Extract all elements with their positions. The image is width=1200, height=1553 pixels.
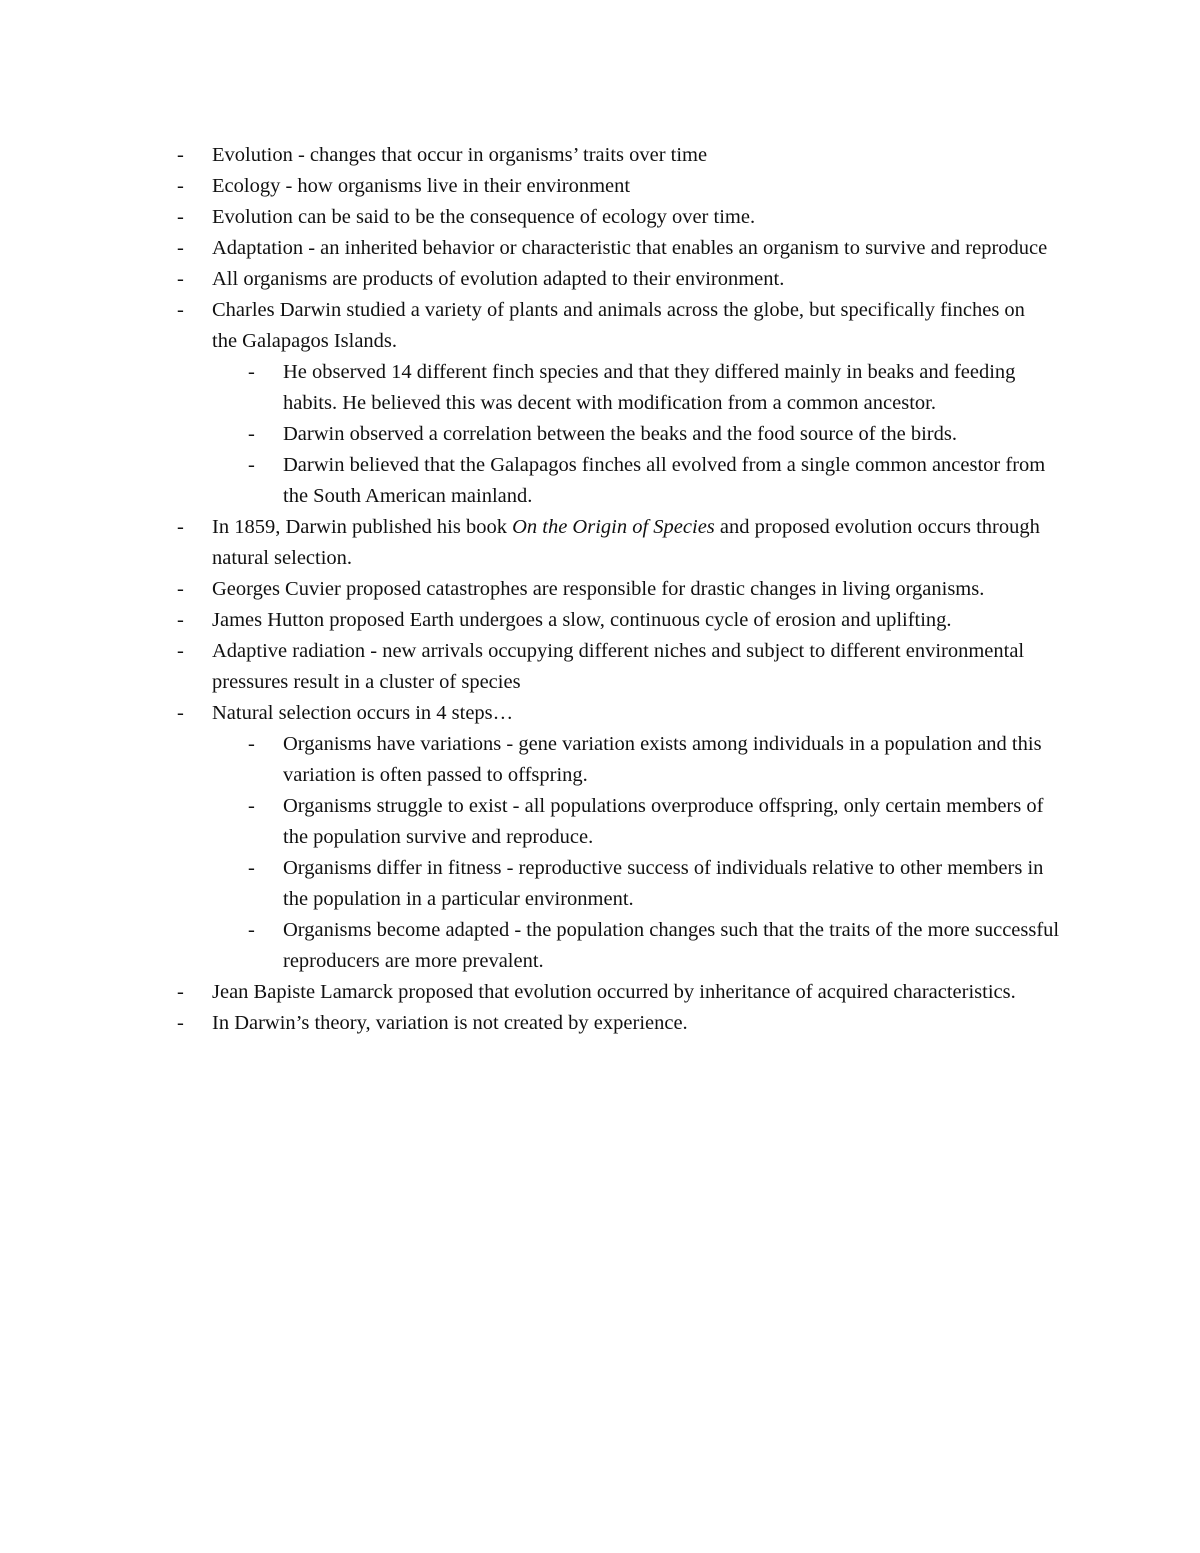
bullet-dash: - [248,423,255,445]
list-item [0,233,1052,264]
list-item [0,1008,1052,1039]
bullet-dash: - [248,454,255,476]
bullet-dash: - [177,268,184,290]
list-item-text: Evolution can be said to be the consequence of ecology over time. [212,206,756,228]
sub-list-item [0,419,1063,450]
bullet-dash: - [177,578,184,600]
list-item [0,295,1052,357]
list-item-text [212,516,1040,569]
list-item-text: All organisms are products of evolution adapted to their environment. [212,268,785,290]
list-item-text: Organisms struggle to exist - all populations overproduce offspring, only certain members of the population survive and reproduce. [283,795,1044,848]
list-item-text: Adaptation - an inherited behavior or characteristic that enables an organism to survive and reproduce [212,237,1048,259]
list-item-text: Ecology - how organisms live in their environment [212,175,631,197]
list-item-text-after: and proposed evolution occurs through natural selection. [212,516,1040,569]
book-title: On the Origin of Species [512,516,715,538]
list-item [0,171,1052,202]
list-item-text: Evolution - changes that occur in organisms’ traits over time [212,144,708,166]
list-item-text: Organisms have variations - gene variation exists among individuals in a population and this variation is often passed to offspring. [283,733,1042,786]
bullet-dash: - [248,919,255,941]
list-item-text: He observed 14 different finch species and that they differed mainly in beaks and feeding habits. He believed this was decent with modification from a common ancestor. [283,361,1016,414]
list-item [0,636,1052,698]
list-item-text: Charles Darwin studied a variety of plants and animals across the globe, but specifically finches on the Galapagos Islands. [212,299,1025,352]
list-item [0,264,1052,295]
list-item-text: Organisms differ in fitness - reproductive success of individuals relative to other members in the population in a particular environment. [283,857,1044,910]
bullet-dash: - [177,516,184,538]
bullet-dash: - [177,237,184,259]
bullet-dash: - [248,857,255,879]
list-item [0,202,1052,233]
bullet-dash: - [248,361,255,383]
list-item-text: Darwin believed that the Galapagos finches all evolved from a single common ancestor from the South American mainland. [283,454,1046,507]
bullet-dash: - [177,609,184,631]
list-item-text: Georges Cuvier proposed catastrophes are responsible for drastic changes in living organisms. [212,578,985,600]
list-item-text: Darwin observed a correlation between the beaks and the food source of the birds. [283,423,957,445]
list-item-text: Natural selection occurs in 4 steps… [212,702,514,724]
list-item-text: James Hutton proposed Earth undergoes a slow, continuous cycle of erosion and uplifting. [212,609,952,631]
bullet-dash: - [177,299,184,321]
list-item-text: Adaptive radiation - new arrivals occupying different niches and subject to different environmental pressures result in a cluster of species [212,640,1025,693]
bullet-dash: - [177,144,184,166]
list-item [0,605,1052,636]
list-item [0,977,1052,1008]
bullet-dash: - [177,640,184,662]
list-item [0,140,1052,171]
sub-list-item [0,357,1063,419]
bullet-dash: - [177,206,184,228]
sub-list-item [0,729,1063,791]
bullet-dash: - [177,1012,184,1034]
list-item [0,574,1052,605]
sub-list-item [0,791,1063,853]
bullet-dash: - [177,981,184,1003]
sub-list-item [0,915,1063,977]
bullet-dash: - [248,795,255,817]
list-item [0,512,1052,574]
list-item-text-before: In 1859, Darwin published his book [212,516,513,538]
sub-list-item [0,450,1063,512]
bullet-dash: - [177,702,184,724]
sub-list-item [0,853,1063,915]
list-item [0,698,1052,729]
bullet-dash: - [248,733,255,755]
list-item-text: Jean Bapiste Lamarck proposed that evolution occurred by inheritance of acquired characteristics. [212,981,1016,1003]
list-item-text: In Darwin’s theory, variation is not created by experience. [212,1012,688,1034]
notes-list [0,140,1200,1039]
bullet-dash: - [177,175,184,197]
list-item-text: Organisms become adapted - the population changes such that the traits of the more successful reproducers are more prevalent. [283,919,1060,972]
